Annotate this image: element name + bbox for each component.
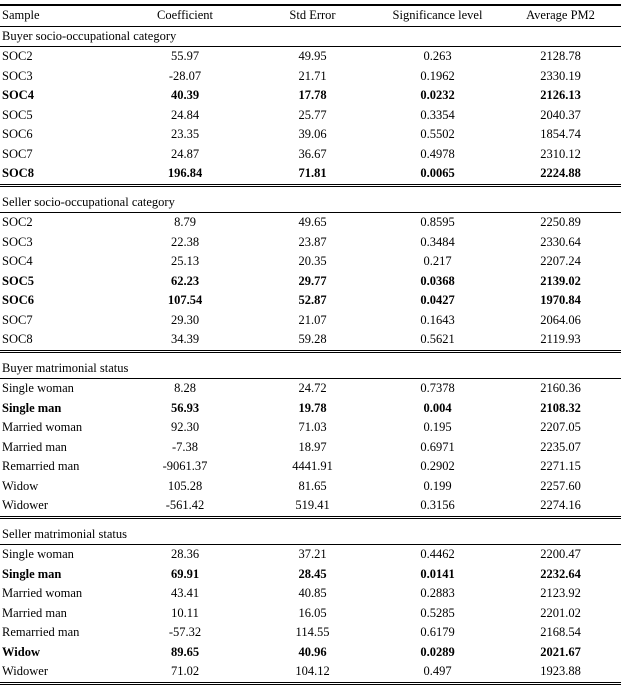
- table-row: [0, 438, 621, 458]
- coefficient-cell: 24.84: [170, 107, 200, 122]
- table-row: [0, 233, 621, 253]
- table-row: [0, 106, 621, 126]
- sample-cell: Widow: [2, 644, 40, 659]
- header-std-error: Std Error: [250, 5, 375, 26]
- sample-cell: SOC3: [2, 234, 33, 249]
- table-row: [0, 125, 621, 145]
- sample-cell: Widower: [0, 496, 120, 517]
- coefficient-cell: 29.30: [170, 312, 200, 327]
- std-error-cell: 4441.91: [292, 459, 333, 473]
- significance-level-cell: 0.004: [423, 400, 452, 415]
- significance-level-cell: 0.2902: [420, 459, 455, 473]
- section-title: Buyer socio-occupational category: [0, 26, 621, 47]
- std-error-cell: 52.87: [298, 293, 327, 307]
- coefficient-cell: 23.35: [170, 127, 200, 141]
- sample-cell: SOC6: [2, 127, 33, 141]
- sample-cell: Single woman: [2, 547, 74, 561]
- significance-level-cell: 0.6179: [420, 625, 455, 639]
- coefficient-cell: -561.42: [120, 496, 250, 517]
- std-error-cell: 519.41: [250, 496, 375, 517]
- table-row: [0, 252, 621, 272]
- section-header-row: [0, 26, 621, 47]
- table-row: [0, 584, 621, 604]
- coefficient-cell: 34.39: [120, 330, 250, 351]
- header-average-pm2: Average PM2: [500, 5, 621, 26]
- section-title: Seller socio-occupational category: [0, 185, 621, 213]
- significance-level-cell: 0.1962: [420, 68, 455, 83]
- average-pm2-cell: 2139.02: [540, 273, 581, 288]
- significance-level-cell: 0.263: [423, 49, 452, 63]
- average-pm2-cell: 2271.15: [540, 459, 581, 473]
- table-row: [0, 213, 621, 233]
- coefficient-cell: 24.87: [170, 146, 200, 161]
- sample-cell: Single man: [2, 400, 62, 415]
- coefficient-cell: -28.07: [168, 68, 202, 83]
- table-row: [0, 47, 621, 67]
- average-pm2-cell: 2064.06: [540, 312, 581, 327]
- significance-level-cell: 0.5621: [375, 330, 500, 351]
- table-row: [0, 477, 621, 497]
- table-row: [0, 662, 621, 683]
- table-row: [0, 604, 621, 624]
- sample-cell: Married man: [2, 439, 67, 454]
- coefficient-cell: 8.28: [174, 381, 196, 395]
- coefficient-cell: 28.36: [170, 547, 200, 561]
- std-error-cell: 29.77: [298, 273, 327, 288]
- table-row: [0, 164, 621, 185]
- significance-level-cell: 0.5502: [420, 127, 455, 141]
- std-error-cell: 21.07: [298, 312, 327, 327]
- sample-cell: Widow: [2, 478, 39, 493]
- significance-level-cell: 0.0141: [420, 566, 455, 581]
- sample-cell: SOC4: [2, 88, 34, 102]
- coefficient-cell: 107.54: [167, 293, 203, 307]
- table-row: [0, 145, 621, 165]
- std-error-cell: 16.05: [298, 605, 327, 620]
- coefficient-cell: 55.97: [170, 49, 200, 63]
- coefficient-cell: 71.02: [120, 662, 250, 683]
- sample-cell: SOC5: [2, 273, 34, 288]
- header-sample: Sample: [0, 5, 120, 26]
- average-pm2-cell: 1923.88: [500, 662, 621, 683]
- std-error-cell: 36.67: [298, 146, 327, 161]
- average-pm2-cell: 2108.32: [540, 400, 581, 415]
- average-pm2-cell: 2207.05: [540, 420, 581, 434]
- table-row: [0, 643, 621, 663]
- significance-level-cell: 0.4978: [420, 146, 455, 161]
- header-coefficient: Coefficient: [120, 5, 250, 26]
- table-row: [0, 496, 621, 517]
- sample-cell: Married woman: [2, 420, 83, 434]
- sample-cell: Married man: [2, 605, 67, 620]
- std-error-cell: 17.78: [298, 88, 327, 102]
- significance-level-cell: 0.0232: [420, 88, 455, 102]
- coefficient-cell: 69.91: [170, 566, 200, 581]
- significance-level-cell: 0.6971: [420, 439, 455, 454]
- coefficient-cell: -9061.37: [162, 459, 208, 473]
- sample-cell: SOC6: [2, 293, 34, 307]
- significance-level-cell: 0.3484: [420, 234, 455, 249]
- sample-cell: SOC2: [2, 49, 33, 63]
- average-pm2-cell: 2235.07: [540, 439, 581, 454]
- average-pm2-cell: 2310.12: [540, 146, 581, 161]
- table-row: [0, 67, 621, 87]
- section-header-row: [0, 517, 621, 545]
- significance-level-cell: 0.497: [375, 662, 500, 683]
- significance-level-cell: 0.3354: [420, 107, 455, 122]
- std-error-cell: 37.21: [298, 547, 327, 561]
- table-row: [0, 545, 621, 565]
- sample-cell: Single woman: [2, 381, 74, 395]
- std-error-cell: 20.35: [298, 254, 327, 268]
- table-header-row: [0, 5, 621, 26]
- sample-cell: SOC4: [2, 254, 33, 268]
- std-error-cell: 71.03: [298, 420, 327, 434]
- std-error-cell: 23.87: [298, 234, 327, 249]
- average-pm2-cell: 1970.84: [540, 293, 581, 307]
- sample-cell: SOC7: [2, 146, 33, 161]
- coefficient-cell: 22.38: [170, 234, 200, 249]
- coefficient-cell: 89.65: [170, 644, 200, 659]
- sample-cell: SOC2: [2, 215, 33, 229]
- significance-level-cell: 0.217: [423, 254, 452, 268]
- average-pm2-cell: 2126.13: [540, 88, 581, 102]
- coefficient-cell: 92.30: [170, 420, 200, 434]
- coefficient-cell: 10.11: [171, 605, 199, 620]
- average-pm2-cell: 2274.16: [500, 496, 621, 517]
- std-error-cell: 24.72: [298, 381, 327, 395]
- significance-level-cell: 0.195: [423, 420, 452, 434]
- coefficient-cell: 56.93: [170, 400, 200, 415]
- sample-cell: Widower: [0, 662, 120, 683]
- average-pm2-cell: 2021.67: [540, 644, 581, 659]
- coefficient-cell: 62.23: [170, 273, 200, 288]
- average-pm2-cell: 2040.37: [540, 107, 581, 122]
- std-error-cell: 18.97: [298, 439, 327, 454]
- significance-level-cell: 0.0065: [375, 164, 500, 185]
- std-error-cell: 49.95: [298, 49, 327, 63]
- significance-level-cell: 0.0368: [420, 273, 455, 288]
- std-error-cell: 21.71: [298, 68, 327, 83]
- significance-level-cell: 0.4462: [420, 547, 455, 561]
- std-error-cell: 39.06: [298, 127, 327, 141]
- average-pm2-cell: 2207.24: [540, 254, 581, 268]
- coefficient-cell: 25.13: [170, 254, 200, 268]
- std-error-cell: 49.65: [298, 215, 327, 229]
- std-error-cell: 40.85: [298, 586, 327, 600]
- table-body: [0, 26, 621, 683]
- average-pm2-cell: 2168.54: [540, 625, 581, 639]
- sample-cell: SOC3: [2, 68, 33, 83]
- sample-cell: SOC7: [2, 312, 33, 327]
- significance-level-cell: 0.199: [423, 478, 452, 493]
- table-row: [0, 330, 621, 351]
- coefficient-cell: 43.41: [170, 586, 200, 600]
- sample-cell: SOC8: [0, 330, 120, 351]
- coefficient-cell: -57.32: [168, 625, 202, 639]
- significance-level-cell: 0.5285: [420, 605, 455, 620]
- std-error-cell: 59.28: [250, 330, 375, 351]
- average-pm2-cell: 2232.64: [540, 566, 581, 581]
- table-row: [0, 418, 621, 438]
- table-row: [0, 311, 621, 331]
- table-row: [0, 623, 621, 643]
- coefficient-cell: 196.84: [120, 164, 250, 185]
- average-pm2-cell: 2250.89: [540, 215, 581, 229]
- std-error-cell: 25.77: [298, 107, 327, 122]
- std-error-cell: 81.65: [298, 478, 327, 493]
- header-significance-level: Significance level: [375, 5, 500, 26]
- sample-cell: Married woman: [2, 586, 83, 600]
- significance-level-cell: 0.1643: [420, 312, 455, 327]
- significance-level-cell: 0.7378: [420, 381, 455, 395]
- coefficient-cell: 40.39: [170, 88, 200, 102]
- coefficient-cell: -7.38: [171, 439, 199, 454]
- average-pm2-cell: 1854.74: [540, 127, 581, 141]
- coefficient-cell: 8.79: [174, 215, 196, 229]
- significance-level-cell: 0.2883: [420, 586, 455, 600]
- average-pm2-cell: 2160.36: [540, 381, 581, 395]
- section-header-row: [0, 185, 621, 213]
- average-pm2-cell: 2330.64: [540, 234, 581, 249]
- average-pm2-cell: 2201.02: [540, 605, 581, 620]
- average-pm2-cell: 2257.60: [540, 478, 581, 493]
- average-pm2-cell: 2330.19: [540, 68, 581, 83]
- average-pm2-cell: 2119.93: [500, 330, 621, 351]
- std-error-cell: 28.45: [298, 566, 327, 581]
- sample-cell: Single man: [2, 566, 62, 581]
- coefficient-cell: 105.28: [167, 478, 203, 493]
- std-error-cell: 104.12: [250, 662, 375, 683]
- average-pm2-cell: 2224.88: [500, 164, 621, 185]
- std-error-cell: 71.81: [250, 164, 375, 185]
- significance-level-cell: 0.8595: [420, 215, 455, 229]
- average-pm2-cell: 2123.92: [540, 586, 581, 600]
- sample-cell: SOC8: [0, 164, 120, 185]
- std-error-cell: 40.96: [298, 644, 327, 659]
- table-row: [0, 565, 621, 585]
- results-table: [0, 4, 621, 685]
- table-row: [0, 399, 621, 419]
- sample-cell: Remarried man: [2, 625, 80, 639]
- table-row: [0, 379, 621, 399]
- average-pm2-cell: 2200.47: [540, 547, 581, 561]
- sample-cell: Remarried man: [2, 459, 80, 473]
- significance-level-cell: 0.3156: [375, 496, 500, 517]
- average-pm2-cell: 2128.78: [540, 49, 581, 63]
- table-row: [0, 457, 621, 477]
- significance-level-cell: 0.0289: [420, 644, 455, 659]
- section-title: Seller matrimonial status: [0, 517, 621, 545]
- std-error-cell: 114.55: [295, 625, 330, 639]
- table-row: [0, 86, 621, 106]
- significance-level-cell: 0.0427: [420, 293, 455, 307]
- table-row: [0, 291, 621, 311]
- sample-cell: SOC5: [2, 107, 33, 122]
- std-error-cell: 19.78: [298, 400, 327, 415]
- section-title: Buyer matrimonial status: [0, 351, 621, 379]
- table-row: [0, 272, 621, 292]
- section-header-row: [0, 351, 621, 379]
